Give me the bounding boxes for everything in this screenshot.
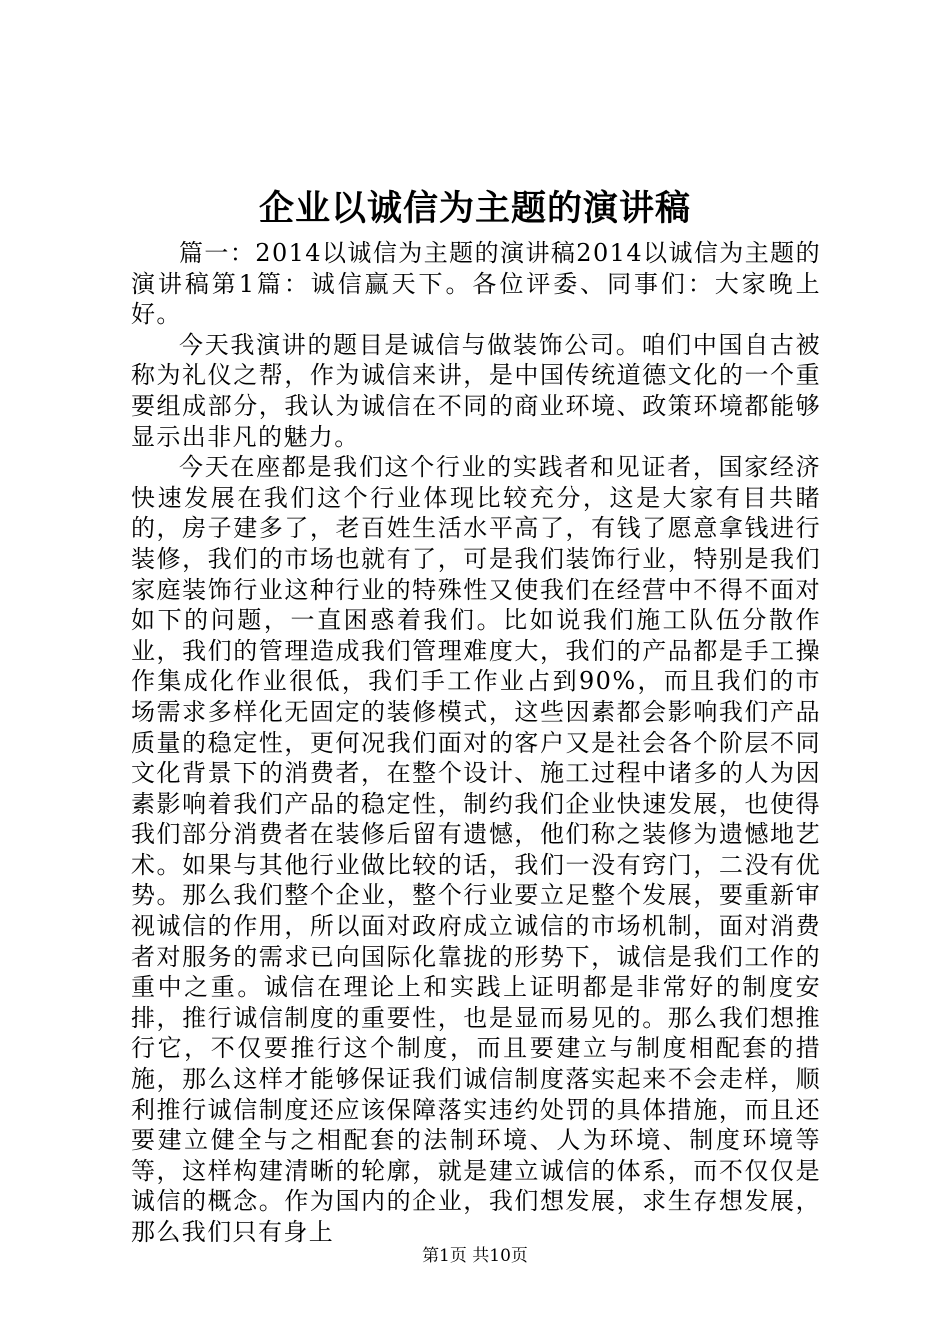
page-footer: 第1页 共10页 xyxy=(422,1246,528,1266)
paragraph-topic: 今天我演讲的题目是诚信与做装饰公司。咱们中国自古被称为礼仪之帮，作为诚信来讲，是中国传统道德文化的一个重要组成部分，我认为诚信在不同的商业环境、政策环境都能够显示出非凡的魅力。 xyxy=(131,330,821,451)
document-body xyxy=(131,238,821,1248)
paragraph-intro: 篇一：2014以诚信为主题的演讲稿2014以诚信为主题的演讲稿第1篇：诚信赢天下。各位评委、同事们：大家晚上好。 xyxy=(131,239,821,329)
document-title: 企业以诚信为主题的演讲稿 xyxy=(258,188,691,229)
paragraph-industry: 今天在座都是我们这个行业的实践者和见证者，国家经济快速发展在我们这个行业体现比较充分，这是大家有目共睹的，房子建多了，老百姓生活水平高了，有钱了愿意拿钱进行装修，我们的市场也就有了，可是我们装饰行业，特别是我们家庭装饰行业这种行业的特殊性又使我们在经营中不得不面对如下的问题，一直困惑着我们。比如说我们施工队伍分散作业，我们的管理造成我们管理难度大，我们的产品都是手工操作集成化作业很低，我们手工作业占到90%，而且我们的市场需求多样化无固定的装修模式，这些因素都会影响我们产品质量的稳定性，更何况我们面对的客户又是社会各个阶层不同文化背景下的消费者，在整个设计、施工过程中诸多的人为因素影响着我们产品的稳定性，制约我们企业快速发展，也使得我们部分消费者在装修后留有遗憾，他们称之装修为遗憾地艺术。如果与其他行业做比较的话，我们一没有窍门，二没有优势。那么我们整个企业，整个行业要立足整个发展，要重新审视诚信的作用，所以面对政府成立诚信的市场机制，面对消费者对服务的需求已向国际化靠拢的形势下，诚信是我们工作的重中之重。诚信在理论上和实践上证明都是非常好的制度安排，推行诚信制度的重要性，也是显而易见的。那么我们想推行它，不仅要推行这个制度，而且要建立与制度相配套的措施，那么这样才能够保证我们诚信制度落实起来不会走样，顺利推行诚信制度还应该保障落实违约处罚的具体措施，而且还要建立健全与之相配套的法制环境、人为环境、制度环境等等，这样构建清晰的轮廓，就是建立诚信的体系，而不仅仅是诚信的概念。作为国内的企业，我们想发展，求生存想发展，那么我们只有身上 xyxy=(131,453,821,1246)
